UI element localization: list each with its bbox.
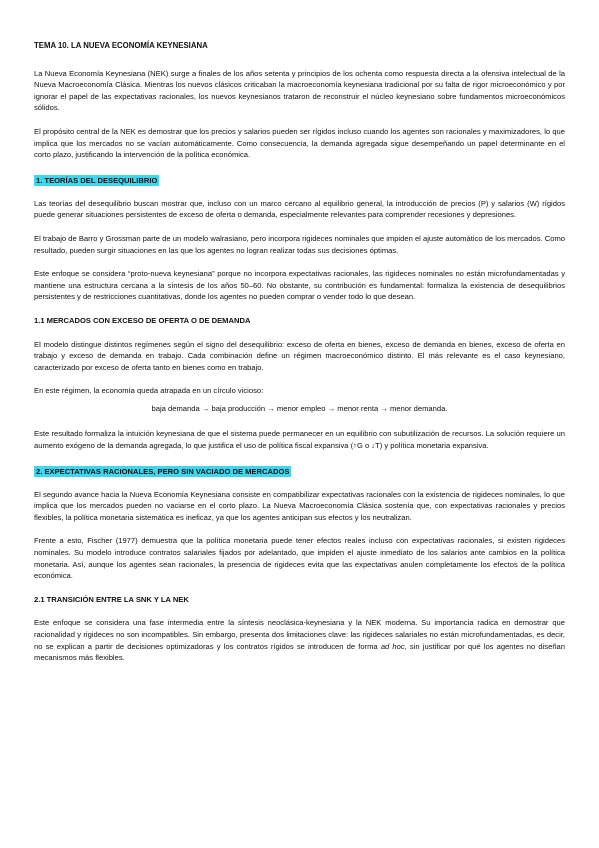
- section-2-paragraph-3: [34, 617, 565, 663]
- document-title: TEMA 10. LA NUEVA ECONOMÍA KEYNESIANA: [34, 41, 208, 50]
- section-2-paragraph-3-part-a: Este enfoque se considera una fase intermedia entre la síntesis neoclásica-keynesiana y la NEK moderna. Su importancia radica en demostrar que racionalidad y rigideces no son incompatibles. Sin embargo, presenta dos limitaciones clave: las rigideces salariales no están microfundamentadas, es decir, no se explican a partir de decisiones optimizadoras y los contratos rígidos se introducen de forma: [34, 618, 565, 651]
- section-1-paragraph-5: En este régimen, la economía queda atrapada en un círculo vicioso:: [34, 386, 264, 396]
- section-2-paragraph-1: El segundo avance hacia la Nueva Economía Keynesiana consiste en compatibilizar expectativas racionales con la existencia de rigideces nominales, lo que implica que los mercados pueden no vaciarse en el corto plazo. La Nueva Macroeconomía Clásica sostenía que, con expectativas racionales y precios flexibles, la política monetaria sistemática es ineficaz, ya que los agentes anticipan sus efectos y los neutralizan.: [34, 489, 565, 522]
- section-2-paragraph-2: Frente a esto, Fischer (1977) demuestra que la política monetaria puede tener efectos reales incluso con expectativas racionales, si existen rigideces nominales. Su modelo introduce contratos salariales fijados por adelantado, que impiden el ajuste inmediato de los salarios ante cambios en la política monetaria. Así, aunque los agentes sean racionales, la presencia de rigideces evita que las expectativas anulen completamente los efectos de la política económica.: [34, 536, 565, 581]
- vicious-circle-formula: baja demanda → baja producción → menor empleo → menor renta → menor demanda.: [151, 403, 448, 413]
- section-1-paragraph-1: Las teorías del desequilibrio buscan mostrar que, incluso con un marco cercano al equilibrio general, la introducción de precios (P) y salarios (W) rígidos puede generar situaciones persistentes de exceso de oferta o demanda, especialmente relevantes para comprender recesiones y depresiones.: [34, 198, 565, 220]
- section-1-paragraph-6: Este resultado formaliza la intuición keynesiana de que el sistema puede permanecer en un equilibrio con subutilización de recursos. La solución requiere un aumento exógeno de la demanda agregada, lo que justifica el uso de política fiscal expansiva (↑G o ↓T) y política monetaria expansiva.: [34, 429, 565, 451]
- ad-hoc-emphasis: ad hoc: [380, 641, 405, 651]
- section-1-paragraph-3: Este enfoque se considera “proto-nueva keynesiana” porque no incorpora expectativas racionales, las rigideces nominales no están microfundamentadas y mantiene una estructura cercana a la síntesis de los años 50–60. No obstante, su contribución es fundamental: formaliza la existencia de desequilibrios persistentes y de restricciones cuantitativas, donde los agentes no pueden comprar o vender todo lo que desean.: [34, 269, 565, 302]
- intro-paragraph-1: La Nueva Economía Keynesiana (NEK) surge a finales de los años setenta y principios de los ochenta como respuesta directa a la ofensiva intelectual de la Nueva Macroeconomía Clásica. Mientras los nuevos clásicos criticaban la macroeconomía keynesiana tradicional por su falta de rigor microeconómico y por ignorar el papel de las expectativas racionales, los nuevos keynesianos trataron de reconstruir el núcleo keynesiano sobre fundamentos microeconómicos sólidos.: [34, 68, 565, 113]
- section-1: [34, 173, 565, 452]
- section-2: [34, 464, 565, 664]
- section-1-paragraph-2: El trabajo de Barro y Grossman parte de un modelo walrasiano, pero incorpora rigideces nominales que impiden el ajuste automático de los mercados. Como resultado, pueden surgir situaciones en las que los agentes no logran realizar todas sus decisiones óptimas.: [34, 233, 565, 255]
- section-1-paragraph-4: El modelo distingue distintos regímenes según el signo del desequilibrio: exceso de oferta en bienes, exceso de demanda en bienes, exceso de oferta en trabajo y exceso de demanda en trabajo. Cada combinación define un régimen macroeconómico distinto. El más relevante es el caso keynesiano, caracterizado por exceso de oferta tanto en bienes como en trabajo.: [34, 339, 565, 372]
- subsection-1-1-heading: 1.1 MERCADOS CON EXCESO DE OFERTA O DE DEMANDA: [34, 315, 251, 325]
- section-2-paragraph-3-part-b: , sin justificar por qué los agentes no diseñan mecanismos más flexibles.: [34, 641, 565, 663]
- section-1-heading: 1. TEORÍAS DEL DESEQUILIBRIO: [36, 175, 158, 185]
- section-2-heading: 2. EXPECTATIVAS RACIONALES, PERO SIN VACIADO DE MERCADOS: [36, 466, 290, 476]
- intro-paragraph-2: El propósito central de la NEK es demostrar que los precios y salarios pueden ser rígidos incluso cuando los agentes son racionales y maximizadores, lo que implica que los mercados no se vacían automáticamente. Como consecuencia, la demanda agregada sigue desempeñando un papel determinante en el corto plazo, justificando la intervención de la política económica.: [34, 126, 565, 160]
- subsection-2-1-heading: 2.1 TRANSICIÓN ENTRE LA SNK Y LA NEK: [34, 594, 189, 604]
